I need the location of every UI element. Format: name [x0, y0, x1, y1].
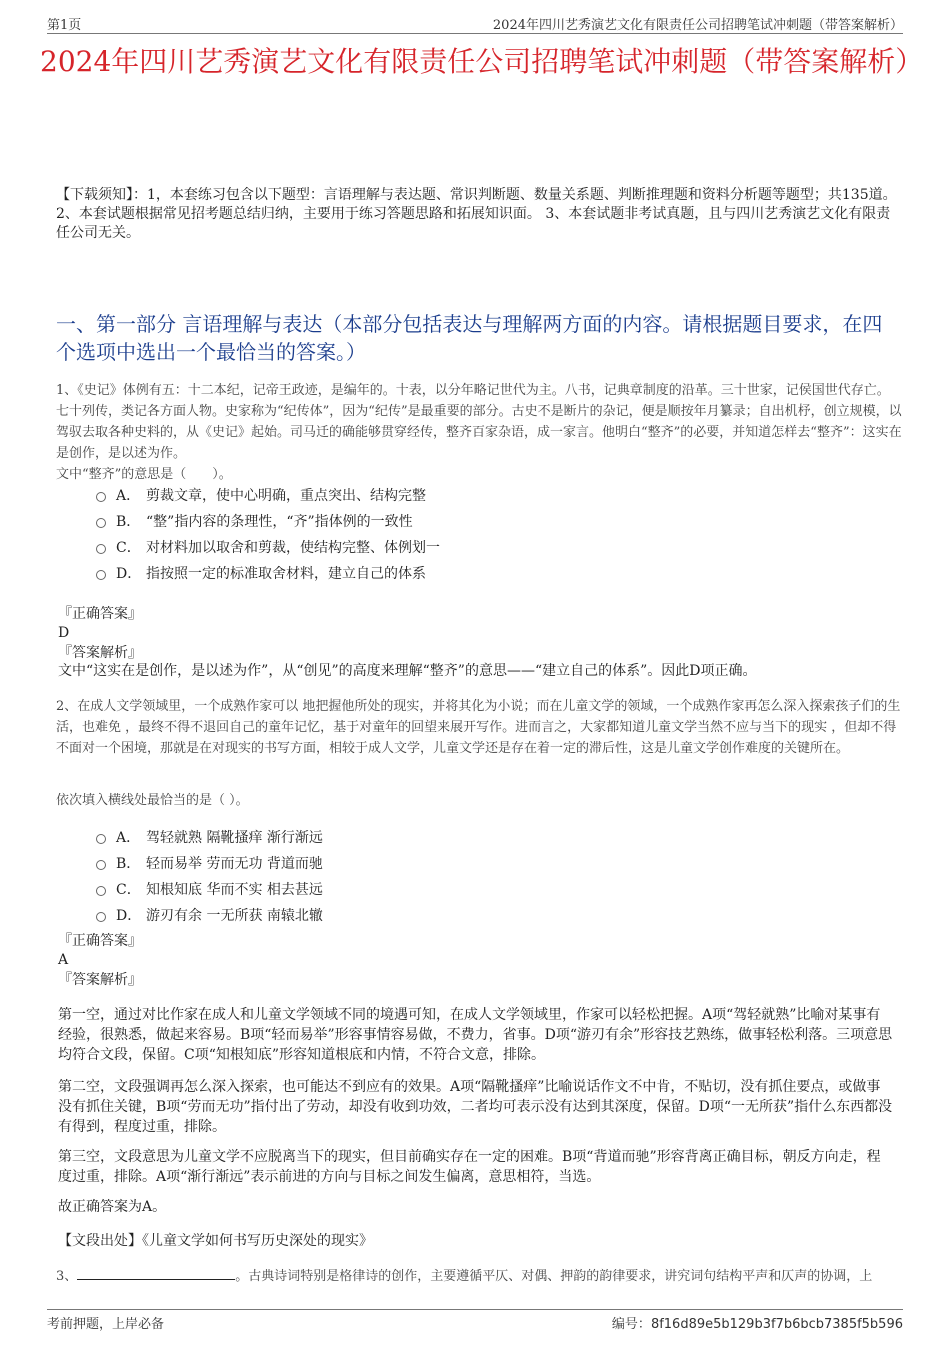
page-header	[47, 12, 903, 34]
option-b[interactable]: B． “整”指内容的条理性，“齐”指体例的一致性	[96, 508, 440, 534]
download-notice: 【下载须知】：1，本套练习包含以下题型：言语理解与表达题、常识判断题、数量关系题、判断推理题和资料分析题等题型；共135道。 2、本套试题根据常见招考题总结归纳，主要用于练习答题思路和拓展知识面。 3、本套试题非考试真题，且与四川艺秀演艺文化有限责任公司无关。	[56, 187, 897, 241]
analysis-paragraph: 故正确答案为A。	[58, 1199, 167, 1215]
question-2-ask: 依次填入横线处最恰当的是（ ）。	[56, 793, 249, 808]
option-c[interactable]: C． 知根知底 华而不实 相去甚远	[96, 876, 323, 902]
radio-icon[interactable]	[96, 886, 106, 896]
question-3-number: 3、	[56, 1269, 78, 1284]
question-3	[56, 1266, 902, 1287]
fill-blank	[77, 1266, 235, 1280]
footer-slogan: 考前押题，上岸必备	[47, 1317, 165, 1332]
radio-icon[interactable]	[96, 544, 106, 554]
option-b[interactable]: B． 轻而易举 劳而无功 背道而驰	[96, 850, 323, 876]
question-1-ask: 文中“整齐”的意思是（ ）。	[56, 467, 232, 482]
footer-code	[612, 1313, 903, 1332]
radio-icon[interactable]	[96, 492, 106, 502]
question-1-options	[96, 482, 440, 586]
answer-value: D	[58, 625, 70, 641]
question-3-stem: 。古典诗词特别是格律诗的创作，主要遵循平仄、对偶、押韵的韵律要求，讲究词句结构平声和仄声的协调，上	[235, 1269, 873, 1284]
radio-icon[interactable]	[96, 570, 106, 580]
analysis-paragraph: 第一空，通过对比作家在成人和儿童文学领域不同的境遇可知，在成人文学领域里，作家可以轻松把握。A项“驾轻就熟”比喻对某事有经验，很熟悉，做起来容易。B项“轻而易举”形容事情容易做，不费力，省事。D项“游刃有余”形容技艺熟练，做事轻松利落。三项意思均符合文段，保留。C项“知根知底”形容知道根底和内情，不符合文意，排除。	[58, 1007, 893, 1063]
analysis-label: 『答案解析』	[58, 972, 142, 988]
section-title: 一、第一部分 言语理解与表达（本部分包括表达与理解两方面的内容。请根据题目要求，在四个选项中选出一个最恰当的答案。）	[56, 312, 883, 364]
question-2	[56, 696, 902, 759]
radio-icon[interactable]	[96, 860, 106, 870]
footer-code-label: 编号：	[611, 1317, 651, 1332]
footer-code-value: 8f16d89e5b129b3f7b6bcb7385f5b596	[650, 1317, 903, 1332]
option-a[interactable]: A． 剪裁文章，使中心明确，重点突出、结构完整	[96, 482, 440, 508]
question-1-stem: 1、《史记》体例有五：十二本纪，记帝王政迹，是编年的。十表，以分年略记世代为主。八书，记典章制度的沿革。三十世家，记侯国世代存亡。七十列传，类记各方面人物。史家称为“纪传体”，因为“纪传”是最重要的部分。古史不是断片的杂记，便是顺按年月纂录；自出机杼，创立规模，以驾驭去取各种史料的，从《史记》起始。司马迁的确能够贯穿经传，整齐百家杂语，成一家言。他明白“整齐”的必要，并知道怎样去“整齐”：这实在是创作，是以述为作。	[56, 383, 902, 461]
document-title: 2024年四川艺秀演艺文化有限责任公司招聘笔试冲刺题（带答案解析）	[40, 45, 924, 78]
analysis-paragraph: 第三空，文段意思为儿童文学不应脱离当下的现实，但目前确实存在一定的困难。B项“背道而驰”形容背离正确目标，朝反方向走，程度过重，排除。A项“渐行渐远”表示前进的方向与目标之间发生偏离，意思相符，当选。	[58, 1149, 881, 1185]
radio-icon[interactable]	[96, 834, 106, 844]
answer-value: A	[58, 952, 69, 968]
radio-icon[interactable]	[96, 518, 106, 528]
answer-label: 『正确答案』	[58, 933, 142, 949]
question-2-stem: 2、在成人文学领域里，一个成熟作家可以 地把握他所处的现实，并将其化为小说；而在儿童文学的领域，一个成熟作家再怎么深入探索孩子们的生活，也难免 ，最终不得不退回自己的童年记忆，基于对童年的回望来展开写作。进而言之，大家都知道儿童文学当然不应与当下的现实 ，但却不得不面对一个困境，那就是在对现实的书写方面，相较于成人文学，儿童文学还是存在着一定的滞后性，这是儿童文学创作难度的关键所在。	[56, 699, 901, 756]
option-c[interactable]: C． 对材料加以取舍和剪裁，使结构完整、体例划一	[96, 534, 440, 560]
analysis-paragraph: 第二空，文段强调再怎么深入探索，也可能达不到应有的效果。A项“隔靴搔痒”比喻说话作文不中肯，不贴切，没有抓住要点，或做事没有抓住关键，B项“劳而无功”指付出了劳动，却没有收到功效，二者均可表示没有达到其深度，保留。D项“一无所获”指什么东西都没有得到，程度过重，排除。	[58, 1079, 893, 1135]
header-divider	[47, 33, 903, 34]
analysis-label: 『答案解析』	[58, 645, 142, 661]
header-doc-title: 2024年四川艺秀演艺文化有限责任公司招聘笔试冲刺题（带答案解析）	[492, 18, 903, 33]
option-d[interactable]: D． 游刃有余 一无所获 南辕北辙	[96, 902, 323, 928]
answer-label: 『正确答案』	[58, 606, 142, 622]
option-a[interactable]: A． 驾轻就熟 隔靴搔痒 渐行渐远	[96, 824, 323, 850]
analysis-text: 文中“这实在是创作，是以述为作”，从“创见”的高度来理解“整齐”的意思——“建立自己的体系”。因此D项正确。	[58, 663, 757, 679]
question-1	[56, 380, 902, 485]
question-2-options	[96, 824, 323, 928]
page-number: 第1页	[47, 18, 82, 33]
option-d[interactable]: D． 指按照一定的标准取舍材料，建立自己的体系	[96, 560, 440, 586]
radio-icon[interactable]	[96, 912, 106, 922]
footer-divider	[47, 1309, 903, 1310]
source-citation: 【文段出处】《儿童文学如何书写历史深处的现实》	[58, 1233, 373, 1249]
